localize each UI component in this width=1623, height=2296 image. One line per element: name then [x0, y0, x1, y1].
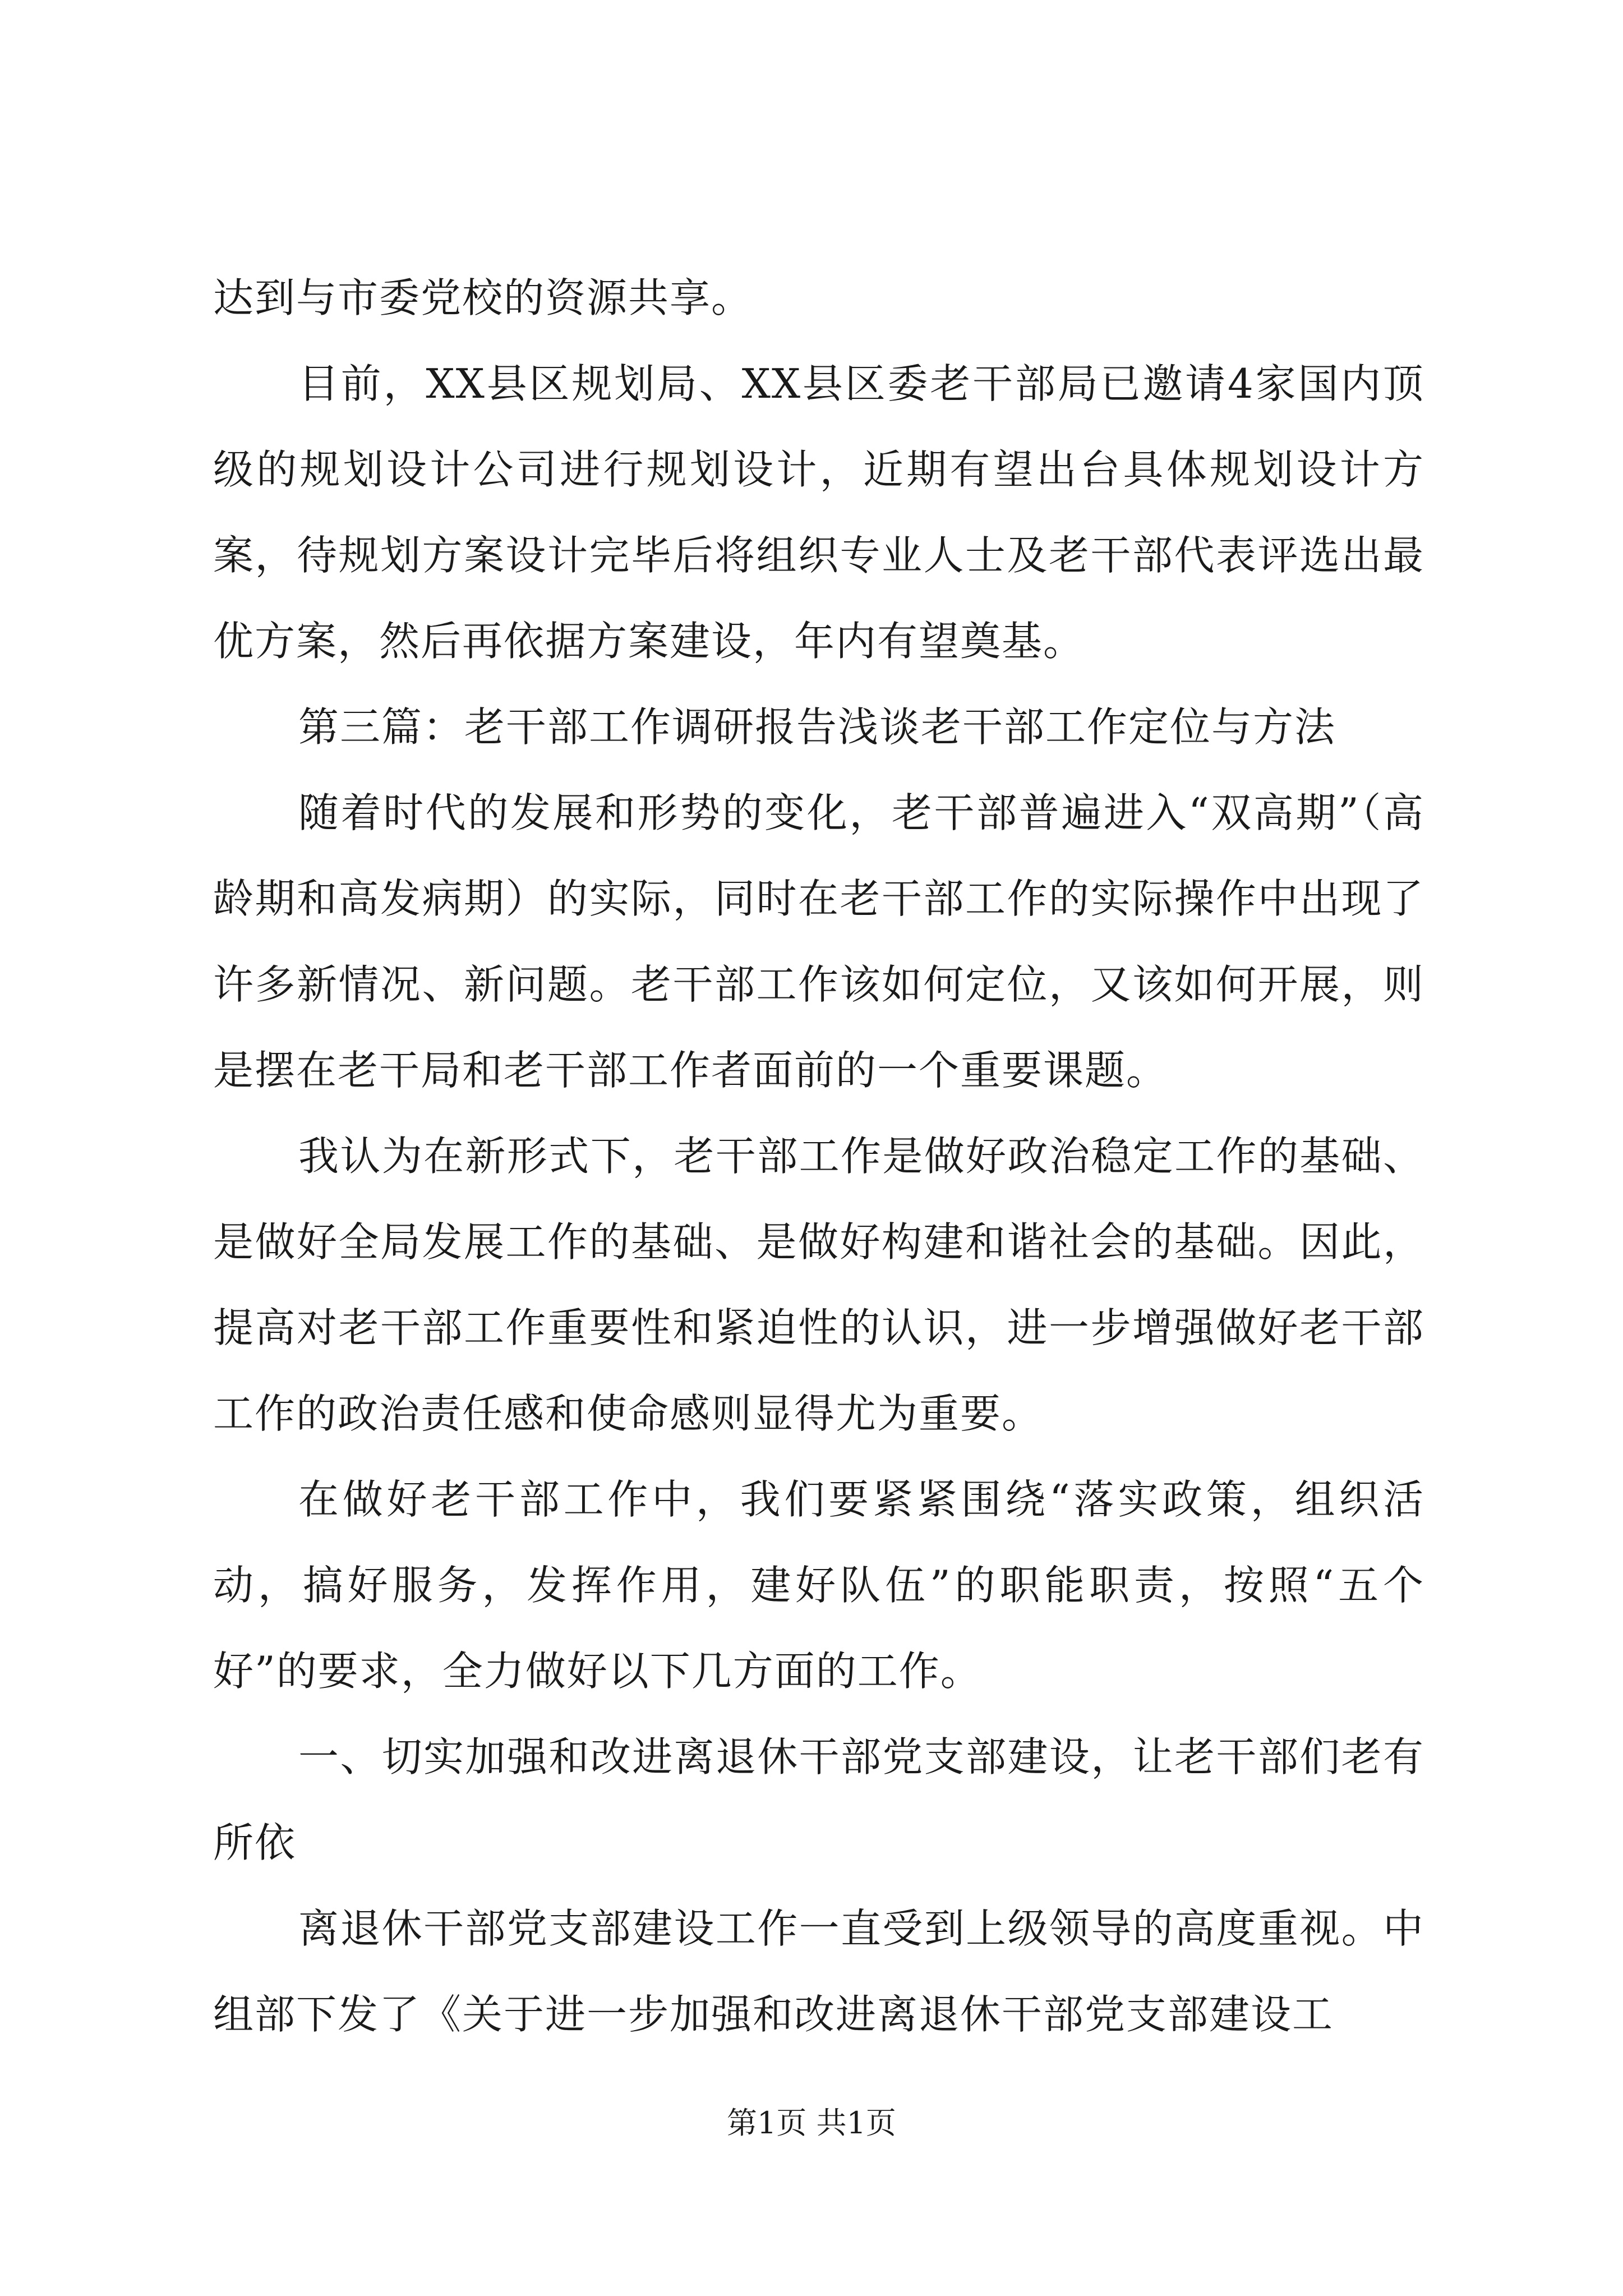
- document-body: [213, 255, 1424, 2058]
- section-heading: 第三篇：老干部工作调研报告浅谈老干部工作定位与方法: [298, 703, 1336, 751]
- paragraph: 随着时代的发展和形势的变化，老干部普遍进入“双高期”（高龄期和高发病期）的实际，同时在老干部工作的实际操作中出现了许多新情况、新问题。老干部工作该如何定位，又该如何开展，则是摆在老干局和老干部工作者面前的一个重要课题。: [213, 789, 1424, 1094]
- paragraph: 达到与市委党校的资源共享。: [213, 274, 753, 321]
- paragraph: 离退休干部党支部建设工作一直受到上级领导的高度重视。中组部下发了《关于进一步加强和改进离退休干部党支部建设工: [213, 1905, 1424, 2038]
- page-footer: 第1页 共1页: [727, 2105, 896, 2141]
- paragraph: 目前，XX县区规划局、XX县区委老干部局已邀请4家国内顶级的规划设计公司进行规划设计，近期有望出台具体规划设计方案，待规划方案设计完毕后将组织专业人士及老干部代表评选出最优方案，然后再依据方案建设，年内有望奠基。: [213, 360, 1424, 665]
- subsection-heading: 一、切实加强和改进离退休干部党支部建设，让老干部们老有所依: [213, 1733, 1424, 1866]
- paragraph: 在做好老干部工作中，我们要紧紧围绕“落实政策，组织活动，搞好服务，发挥作用，建好队伍”的职能职责，按照“五个好”的要求，全力做好以下几方面的工作。: [213, 1476, 1424, 1695]
- paragraph: 我认为在新形式下，老干部工作是做好政治稳定工作的基础、是做好全局发展工作的基础、是做好构建和谐社会的基础。因此，提高对老干部工作重要性和紧迫性的认识，进一步增强做好老干部工作的政治责任感和使命感则显得尤为重要。: [213, 1133, 1424, 1437]
